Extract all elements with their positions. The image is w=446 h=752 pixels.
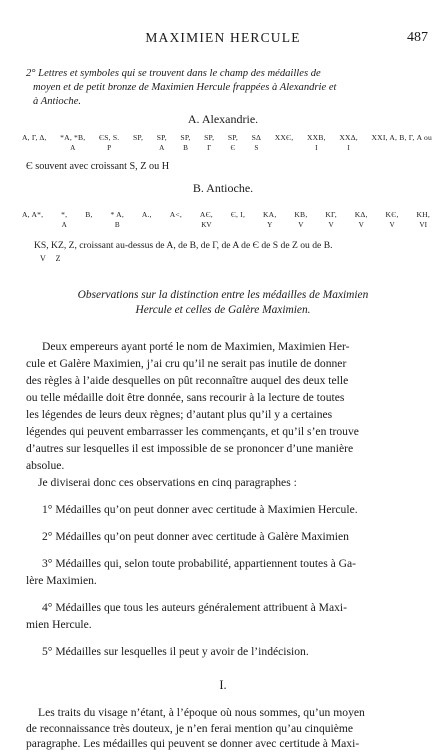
legend-cell: KΓ, V <box>325 210 337 229</box>
paragraph-line: Je diviserai donc ces observations en cinq paragraphes : <box>38 476 297 489</box>
page-number: 487 <box>407 30 428 45</box>
legend-cell: A, Γ, Δ, <box>22 133 47 142</box>
legend-cell: KH, VI <box>416 210 430 229</box>
paragraph-line: absolue. <box>26 459 65 472</box>
alexandria-legend-row <box>22 133 432 159</box>
paragraph-line: ou telle médaille doit être donnée, sans recourir à la lecture de toutes <box>26 391 345 404</box>
legend-cell: A<, <box>169 210 182 219</box>
legend-cell: KB, V <box>294 210 308 229</box>
list-item: 1° Médailles qu’on peut donner avec certitude à Maximien Hercule. <box>42 503 358 516</box>
list-item: 4° Médailles que tous les auteurs généralement attribuent à Maxi- <box>42 601 348 614</box>
legend-cell: Є, I, <box>230 210 246 219</box>
legend-cell: AЄ, KV <box>199 210 213 229</box>
paragraph-line: des règles à l’aide desquelles on pût reconnaître auquel des deux telle <box>26 374 349 387</box>
legend-cell: KΔ, V <box>354 210 368 229</box>
running-title: MAXIMIEN HERCULE <box>145 30 301 45</box>
legend-cell: A., <box>141 210 152 219</box>
legend-cell: *, A <box>61 210 68 229</box>
antioch-footer-line-2: V Z <box>40 254 61 263</box>
list-item: 5° Médailles sur lesquelles il peut y avoir de l’indécision. <box>42 645 309 658</box>
section2-intro-line-2: moyen et de petit bronze de Maximien Hercule frappées à Alexandrie et <box>33 82 337 93</box>
paragraph-line: cule et Galère Maximien, j’ai cru qu’il ne serait pas inutile de donner <box>26 357 347 370</box>
antioch-legend-row <box>22 210 430 236</box>
list-item: 2° Médailles qu’on peut donner avec certitude à Galère Maximien <box>42 530 349 543</box>
legend-cell: SP, A <box>156 133 167 152</box>
alexandria-footer: Є souvent avec croissant S, Z ou H <box>26 161 170 172</box>
legend-cell: SP, Є <box>227 133 238 152</box>
section2-intro-line-3: à Antioche. <box>33 96 82 107</box>
section2-intro-line-1: 2° Lettres et symboles qui se trouvent dans le champ des médailles de <box>26 68 321 79</box>
list-item-continuation: lère Maximien. <box>26 574 97 587</box>
antioch-footer-line-1: KS, KZ, Z, croissant au-dessus de A, de B, de Γ, de A de Є de S de Z ou de B. <box>34 240 333 251</box>
alexandria-heading: A. Alexandrie. <box>187 112 259 126</box>
legend-cell: XXЄ, <box>274 133 294 142</box>
paragraph-line: paragraphe. Les médailles qui peuvent se donner avec certitude à Maxi- <box>26 737 360 750</box>
observations-title-line-2: Hercule et celles de Galère Maximien. <box>135 304 311 316</box>
legend-cell: ЄS, S. P <box>99 133 120 152</box>
paragraph-line: Deux empereurs ayant porté le nom de Maximien, Maximien Her- <box>42 340 350 353</box>
legend-cell: *A, *B, A <box>60 133 86 152</box>
paragraph-line: de reconnaissance très douteux, je n’en ferai mention qu’au cinquième <box>26 722 354 735</box>
legend-cell: B, <box>85 210 93 219</box>
legend-cell: KA, Y <box>262 210 277 229</box>
legend-cell: KЄ, V <box>385 210 399 229</box>
legend-cell: SP, Γ <box>204 133 215 152</box>
legend-cell: XXB, I <box>306 133 326 152</box>
legend-cell: * A, B <box>110 210 124 229</box>
paragraph-line: légendes qui peuvent embarrasser les commençants, et qu’il s’en trouve <box>26 425 359 438</box>
legend-cell: A, A*, <box>22 210 44 219</box>
legend-cell: XXΔ, I <box>339 133 358 152</box>
paragraph-line: les légendes de leurs deux règnes; d’autant plus qu’il y a certaines <box>26 408 333 421</box>
page-header <box>0 30 446 50</box>
legend-cell: SΔ S <box>251 133 262 152</box>
section-numeral: I. <box>219 678 227 692</box>
legend-cell: XXI, A, B, Γ, A ou <box>371 133 432 142</box>
legend-cell: SP, B <box>180 133 191 152</box>
list-item: 3° Médailles qui, selon toute probabilité, appartiennent toutes à Ga- <box>42 557 357 570</box>
paragraph-line: Les traits du visage n’étant, à l’époque où nous sommes, qu’un moyen <box>38 706 365 719</box>
antioch-heading: B. Antioche. <box>192 181 254 195</box>
paragraph-line: d’autres sur lesquelles il est impossible de se prononcer d’une manière <box>26 442 354 455</box>
observations-title-line-1: Observations sur la distinction entre les médailles de Maximien <box>77 289 369 301</box>
legend-cell: SP, <box>132 133 144 142</box>
list-item-continuation: mien Hercule. <box>26 618 92 631</box>
